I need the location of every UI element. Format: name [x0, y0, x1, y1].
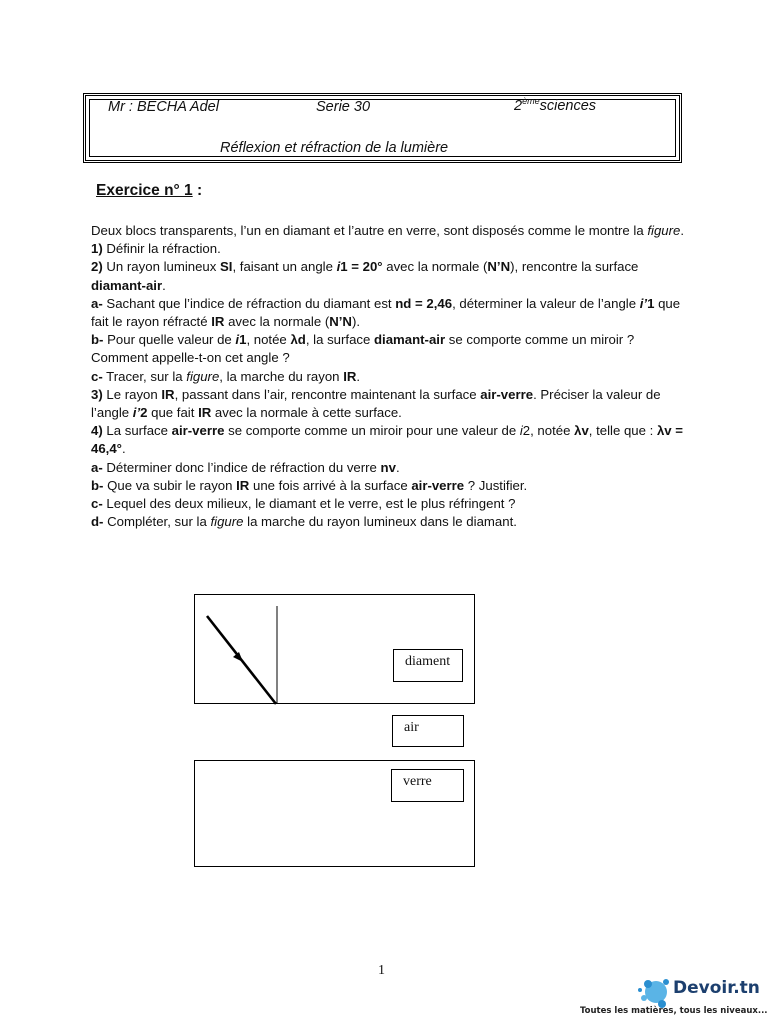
question-4c: c- Lequel des deux milieux, le diamant et le verre, est le plus réfringent ? — [91, 496, 516, 512]
question-4: 4) La surface air-verre se comporte comme un miroir pour une valeur de i2, notée λv, telle que : λv = 46,4°. — [91, 423, 684, 457]
question-4a: a- Déterminer donc l’indice de réfraction du verre nv. — [91, 459, 400, 475]
intro-paragraph: Deux blocs transparents, l’un en diamant et l’autre en verre, sont disposés comme le montre la figure. — [91, 223, 685, 238]
logo-name: Devoir.tn — [673, 978, 760, 998]
question-2: 2) Un rayon lumineux SI, faisant un angle i1 = 20° avec la normale (N’N), rencontre la surface diamant-air. — [91, 259, 639, 293]
question-2a: a- Sachant que l’indice de réfraction du diamant est nd = 2,46, déterminer la valeur de l’angle i’1 que fait le rayon réfracté IR avec la normale (N’N). — [91, 295, 681, 330]
question-2b: b- Pour quelle valeur de i1, notée λd, la surface diamant-air se comporte comme un miroir ? Comment appelle-t-on cet angle ? — [91, 332, 635, 366]
document-title: Réflexion et réfraction de la lumière — [220, 140, 449, 156]
label-glass: verre — [391, 769, 464, 802]
class-level: 2èmesciences — [514, 96, 597, 114]
exercise-title: Exercice n° 1 : — [96, 182, 203, 199]
question-3: 3) Le rayon IR, passant dans l’air, rencontre maintenant la surface air-verre. Préciser la valeur de l’angle i’2 que fait IR avec la normale à cette surface. — [91, 386, 661, 421]
logo-tagline: Toutes les matières, tous les niveaux... — [580, 1006, 768, 1016]
exercise-body — [91, 222, 691, 531]
question-4b: b- Que va subir le rayon IR une fois arrivé à la surface air-verre ? Justifier. — [91, 477, 528, 493]
question-2c: c- Tracer, sur la figure, la marche du rayon IR. — [91, 368, 361, 384]
question-1: 1) Définir la réfraction. — [91, 241, 221, 257]
question-4d: d- Compléter, sur la figure la marche du rayon lumineux dans le diamant. — [91, 514, 517, 530]
label-diamond: diament — [393, 649, 463, 682]
ray-arrow-icon — [233, 652, 243, 662]
page-number: 1 — [378, 963, 385, 978]
series-label: Serie 30 — [316, 99, 371, 115]
label-air: air — [392, 715, 464, 747]
author-name: Mr : BECHA Adel — [108, 99, 219, 115]
devoir-logo — [570, 968, 766, 1022]
